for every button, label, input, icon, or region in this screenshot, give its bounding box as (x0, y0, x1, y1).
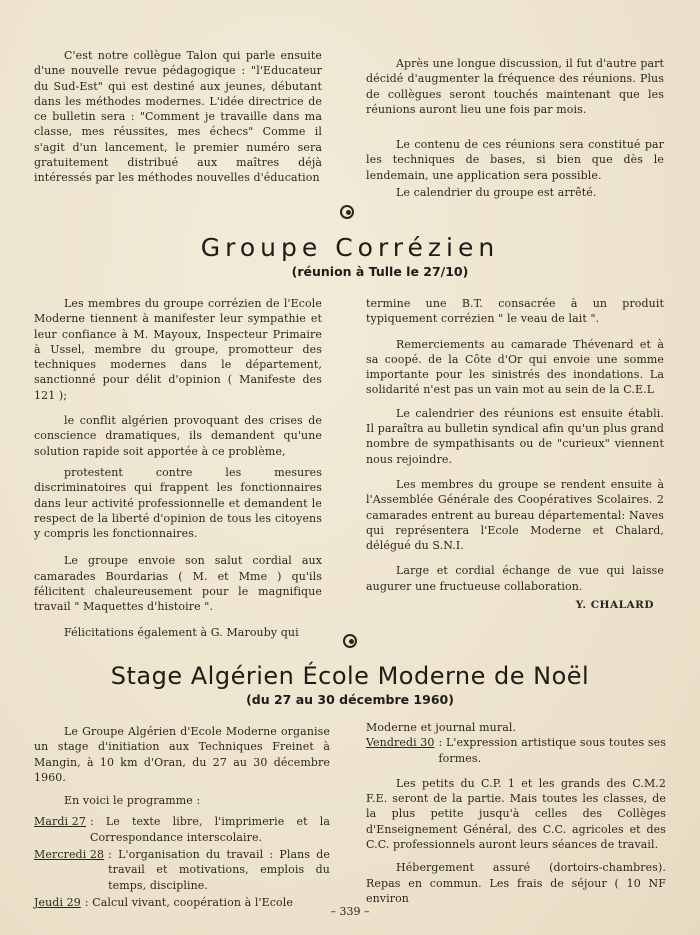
programme-item (366, 735, 666, 766)
correzien-right-column (366, 296, 664, 621)
ornament-icon (340, 205, 354, 219)
programme-label: En voici le programme : (64, 794, 201, 808)
paragraph: protestent contre les mesures discriminatoires qui frappent les fonctionnaires dans leur activité professionnelle et demandent le respect de la liberté d'opinion de tous les citoyens y compris les fonctionnaires. (34, 465, 322, 541)
paragraph: Le calendrier des réunions est ensuite établi. Il paraîtra au bulletin syndical afin qu'un plus grand nombre de sympathisants ou de "curieux" viennent nous rejoindre. (366, 406, 664, 466)
paragraph: Hébergement assuré (dortoirs-chambres). Repas en commun. Les frais de séjour ( 10 NF environ (366, 861, 666, 905)
top-left-column (34, 48, 322, 194)
paragraph: Le Groupe Algérien d'Ecole Moderne organise un stage d'initiation aux Techniques Freinet à Mangin, à 10 km d'Oran, du 27 au 30 décembre 1960. (34, 725, 330, 784)
paragraph: Le calendrier du groupe est arrêté. (396, 186, 597, 200)
programme-text: : Le texte libre, l'imprimerie et la Correspondance interscolaire. (89, 815, 330, 844)
paragraph: termine une B.T. consacrée à un produit typiquement corrézien " le veau de lait ". (366, 297, 664, 326)
top-right-column (366, 56, 664, 208)
section-subtitle-stage-dates: (du 27 au 30 décembre 1960) (246, 692, 454, 707)
signature: Y. CHALARD (575, 599, 654, 612)
paragraph: Les petits du C.P. 1 et les grands des C.M.2 F.E. seront de la partie. Mais toutes les classes, de la plus petite jusqu'à celles des Collèges d'Enseignement Général, des C.C. agricoles et des C.C. professionnels auront leurs séances de travail. (366, 776, 666, 852)
section-title-stage-algerien: Stage Algérien École Moderne de Noël (110, 662, 590, 690)
paragraph: Les membres du groupe se rendent ensuite à l'Assemblée Générale des Coopératives Scolaires. 2 camarades entrent au bureau départemental: Naves qui représentera l'Ecole Moderne et Chalard, délégué du S.N.I. (366, 477, 664, 553)
paragraph: C'est notre collègue Talon qui parle ensuite d'une nouvelle revue pédagogique : "l'Educateur du Sud-Est" qui est destiné aux jeunes, débutant dans les méthodes modernes. L'idée directrice de ce bulletin sera : "Comment je travaille dans ma classe, mes réussites, mes échecs" Comme il s'agit d'un lancement, le premier numéro sera gratuitement distribué aux maîtres déjà intéressés par les méthodes nouvelles d'éducation (34, 49, 322, 185)
programme-text: : L'expression artistique sous toutes ses formes. (438, 736, 666, 765)
paragraph: Les membres du groupe corrézien de l'Ecole Moderne tiennent à manifester leur sympathie et leur confiance à M. Mayoux, Inspecteur Primaire à Ussel, membre du groupe, promotteur des techniques modernes dans le département, sanctionné pour délit d'opinion ( Manifeste des 121 ); (34, 297, 322, 402)
paragraph: Après une longue discussion, il fut d'autre part décidé d'augmenter la fréquence des réunions. Plus de collègues seront touchés maintenant que les réunions auront lieu une fois par mois. (366, 57, 664, 116)
paragraph: le conflit algérien provoquant des crises de conscience dramatiques, ils demandent qu'une solution rapide soit apportée à ce problème, (34, 414, 322, 458)
section-subtitle-correzien: (réunion à Tulle le 27/10) (291, 264, 469, 279)
programme-day: Jeudi 29 (34, 895, 81, 909)
programme-item (34, 847, 330, 893)
stage-left-column (34, 724, 330, 912)
programme-day: Mercredi 28 (34, 848, 105, 862)
programme-text: : Calcul vivant, coopération à l'Ecole (84, 895, 293, 909)
paragraph: Large et cordial échange de vue qui laisse augurer une fructueuse collaboration. (366, 564, 664, 593)
page-number: – 339 – (330, 905, 370, 918)
ornament-icon (343, 634, 357, 648)
paragraph: Le groupe envoie son salut cordial aux camarades Bourdarias ( M. et Mme ) qu'ils félicitent chaleureusement pour le magnifique travail " Maquettes d'histoire ". (34, 554, 322, 614)
programme-text: : L'organisation du travail : Plans de travail et motivations, emplois du temps, discipline. (108, 848, 330, 892)
paragraph: Remerciements au camarade Thévenard et à sa coopé. de la Côte d'Or qui envoie une somme importante pour les sinistrés des inondations. La solidarité n'est pas un vain mot au sein de la C.E.L (366, 337, 664, 397)
paragraph: Moderne et journal mural. (366, 721, 517, 734)
paragraph: Le contenu de ces réunions sera constitué par les techniques de bases, si bien que dès le lendemain, une application sera possible. (366, 138, 664, 182)
programme-item (34, 814, 330, 845)
stage-right-column (366, 720, 666, 914)
programme-day: Vendredi 30 (366, 736, 435, 750)
programme-day: Mardi 27 (34, 815, 86, 829)
correzien-left-column (34, 296, 322, 648)
section-title-groupe-correzien: Groupe Corrézien (200, 233, 500, 262)
paragraph: Félicitations également à G. Marouby qui (64, 625, 299, 639)
